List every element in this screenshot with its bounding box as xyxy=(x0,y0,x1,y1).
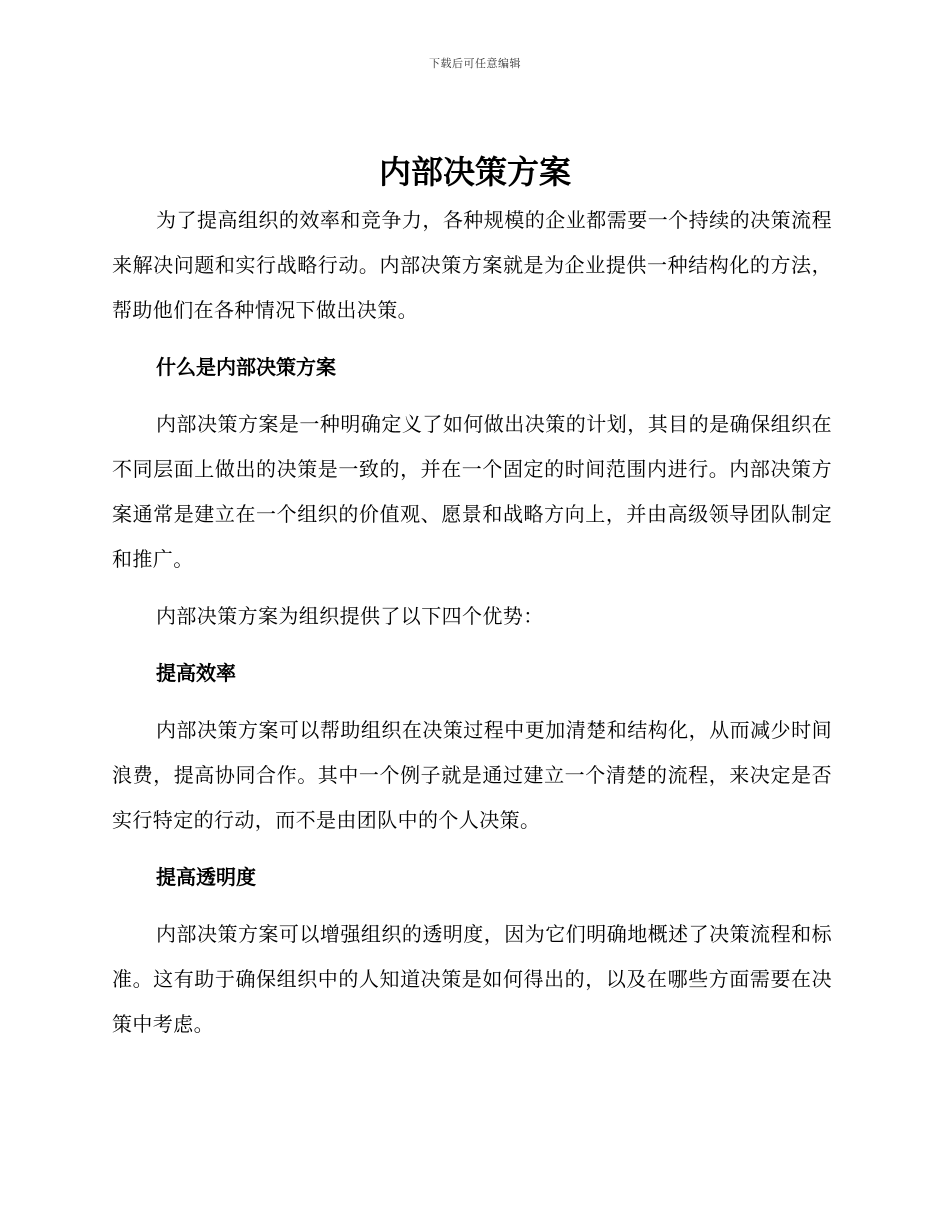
section-paragraph-what-is: 内部决策方案是一种明确定义了如何做出决策的计划，其目的是确保组织在不同层面上做出的决策是一致的，并在一个固定的时间范围内进行。内部决策方案通常是建立在一个组织的价值观、愿景和战略方向上，并由高级领导团队制定和推广。 xyxy=(112,412,832,571)
document-body xyxy=(112,198,832,1047)
section-heading-efficiency: 提高效率 xyxy=(156,661,236,685)
section-paragraph-efficiency: 内部决策方案可以帮助组织在决策过程中更加清楚和结构化，从而减少时间浪费，提高协同合作。其中一个例子就是通过建立一个清楚的流程，来决定是否实行特定的行动，而不是由团队中的个人决策。 xyxy=(112,718,832,832)
section-heading-transparency: 提高透明度 xyxy=(156,865,256,889)
advantages-intro-paragraph: 内部决策方案为组织提供了以下四个优势： xyxy=(156,604,544,628)
document-title: 内部决策方案 xyxy=(378,153,571,191)
section-heading-what-is: 什么是内部决策方案 xyxy=(156,355,336,379)
page-header: 下载后可任意编辑 xyxy=(429,57,521,70)
intro-paragraph: 为了提高组织的效率和竞争力，各种规模的企业都需要一个持续的决策流程来解决问题和实行战略行动。内部决策方案就是为企业提供一种结构化的方法，帮助他们在各种情况下做出决策。 xyxy=(112,208,832,322)
section-paragraph-transparency: 内部决策方案可以增强组织的透明度，因为它们明确地概述了决策流程和标准。这有助于确保组织中的人知道决策是如何得出的，以及在哪些方面需要在决策中考虑。 xyxy=(112,922,832,1036)
